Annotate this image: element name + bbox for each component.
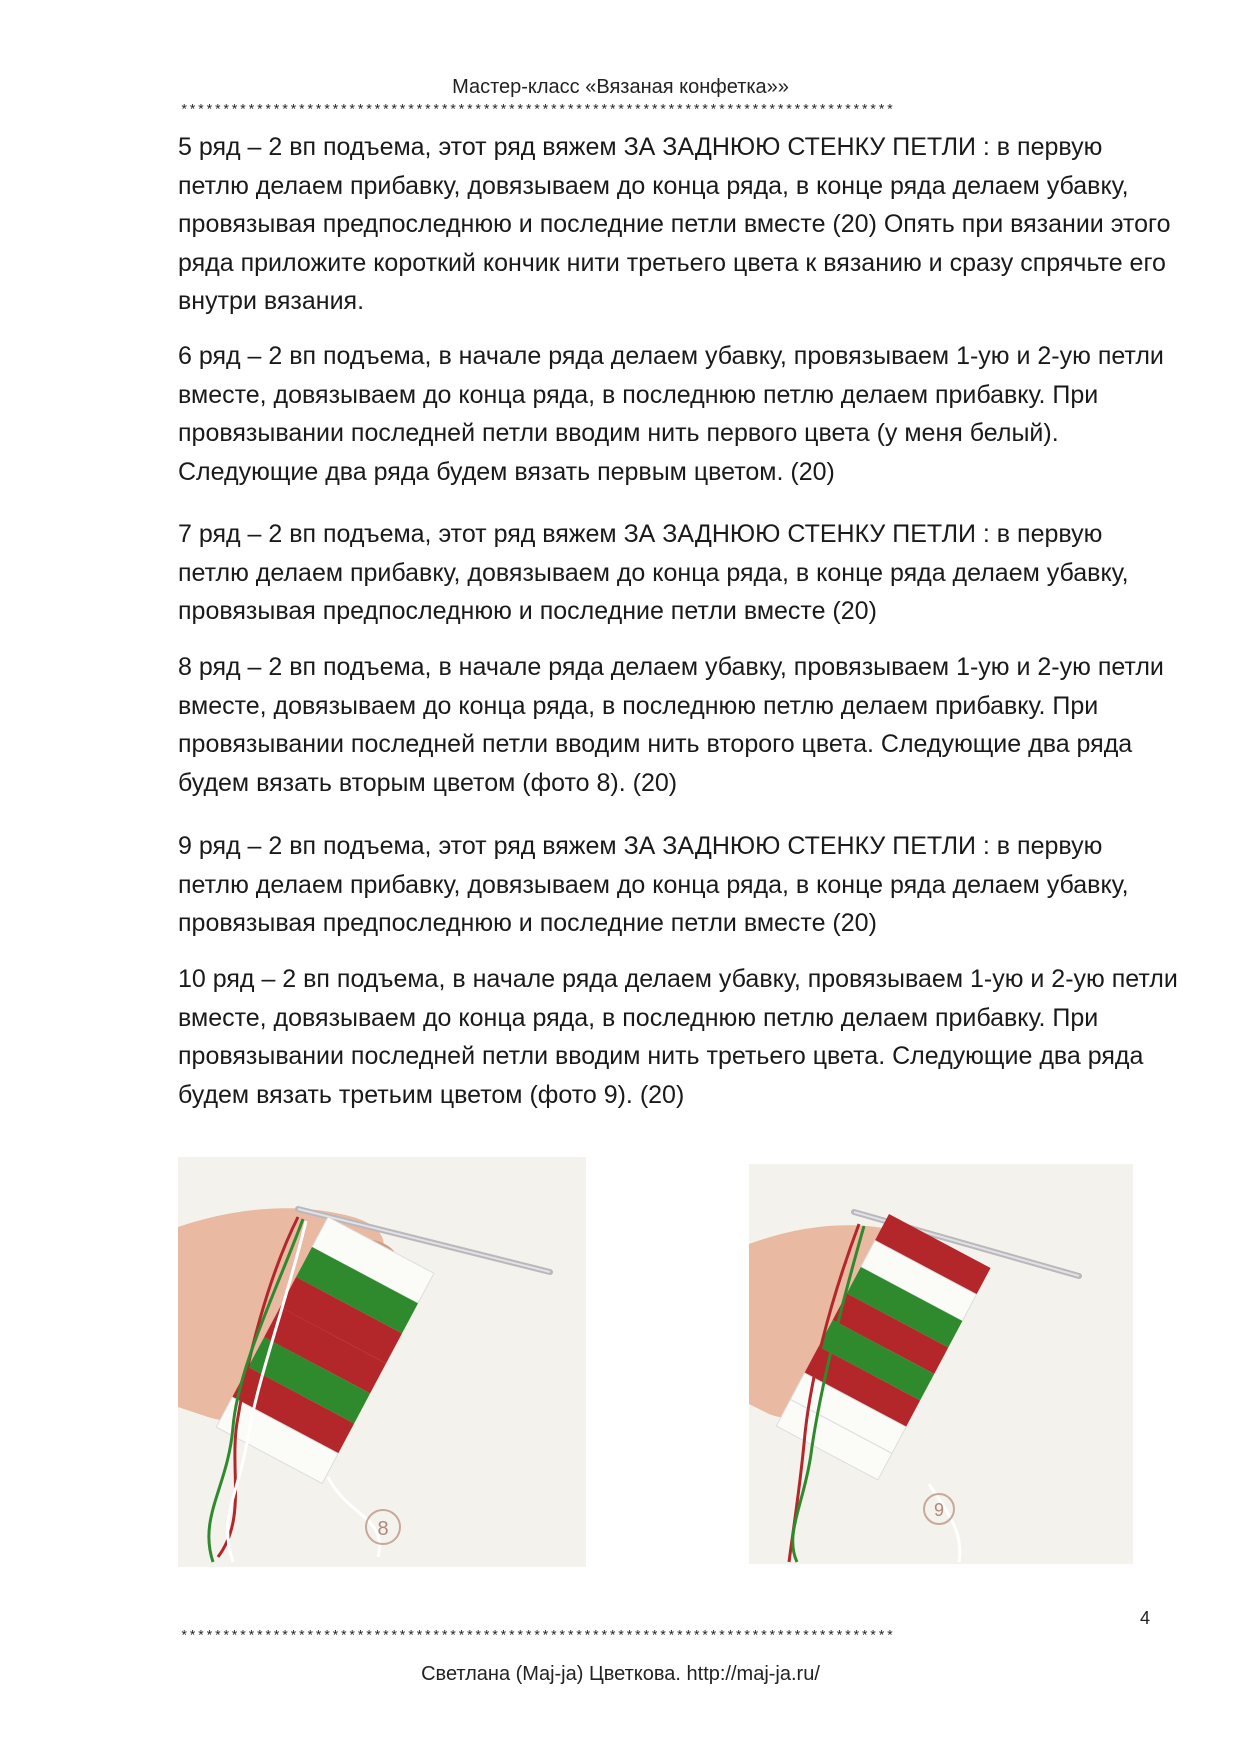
instruction-row-10: 10 ряд – 2 вп подъема, в начале ряда делаем убавку, провязываем 1-ую и 2-ую петли вместе, довязываем до конца ряда, в последнюю петлю делаем прибавку. При провязывании последней петли вводим нить третьего цвета. Следующие два ряда будем вязать третьим цветом (фото 9). (20) xyxy=(178,965,1178,1109)
footer-author-credit: Светлана (Maj-ja) Цветкова. http://maj-ja.ru/ xyxy=(421,1663,820,1685)
photo-8-number-label: 8 xyxy=(377,1518,389,1540)
photo-9-crochet-piece xyxy=(749,1164,1133,1564)
photo-8-illustration xyxy=(178,1157,586,1567)
instruction-row-8: 8 ряд – 2 вп подъема, в начале ряда делаем убавку, провязываем 1-ую и 2-ую петли вместе, довязываем до конца ряда, в последнюю петлю делаем прибавку. При провязывании последней петли вводим нить второго цвета. Следующие два ряда будем вязать вторым цветом (фото 8). (20) xyxy=(178,653,1164,797)
footer-separator: ************************************************************************************* xyxy=(180,1630,895,1644)
photo-8-crochet-piece xyxy=(178,1157,586,1567)
photo-9-illustration xyxy=(749,1164,1133,1564)
instruction-row-6: 6 ряд – 2 вп подъема, в начале ряда делаем убавку, провязываем 1-ую и 2-ую петли вместе, довязываем до конца ряда, в последнюю петлю делаем прибавку. При провязывании последней петли вводим нить первого цвета (у меня белый). Следующие два ряда будем вязать первым цветом. (20) xyxy=(178,342,1164,486)
instruction-row-7: 7 ряд – 2 вп подъема, этот ряд вяжем ЗА ЗАДНЮЮ СТЕНКУ ПЕТЛИ : в первую петлю делаем прибавку, довязываем до конца ряда, в конце ряда делаем убавку, провязывая предпоследнюю и последние петли вместе (20) xyxy=(178,520,1129,625)
document-header-title: Мастер-класс «Вязаная конфетка»» xyxy=(452,76,789,98)
instruction-row-5: 5 ряд – 2 вп подъема, этот ряд вяжем ЗА ЗАДНЮЮ СТЕНКУ ПЕТЛИ : в первую петлю делаем прибавку, довязываем до конца ряда, в конце ряда делаем убавку, провязывая предпоследнюю и последние петли вместе (20) Опять при вязании этого ряда приложите короткий кончик нити третьего цвета к вязанию и сразу спрячьте его внутри вязания. xyxy=(178,133,1171,315)
instruction-row-9: 9 ряд – 2 вп подъема, этот ряд вяжем ЗА ЗАДНЮЮ СТЕНКУ ПЕТЛИ : в первую петлю делаем прибавку, довязываем до конца ряда, в конце ряда делаем убавку, провязывая предпоследнюю и последние петли вместе (20) xyxy=(178,832,1129,937)
photo-9-number-label: 9 xyxy=(933,1500,945,1520)
page-number: 4 xyxy=(1140,1608,1151,1628)
header-separator: ************************************************************************************* xyxy=(180,104,895,118)
